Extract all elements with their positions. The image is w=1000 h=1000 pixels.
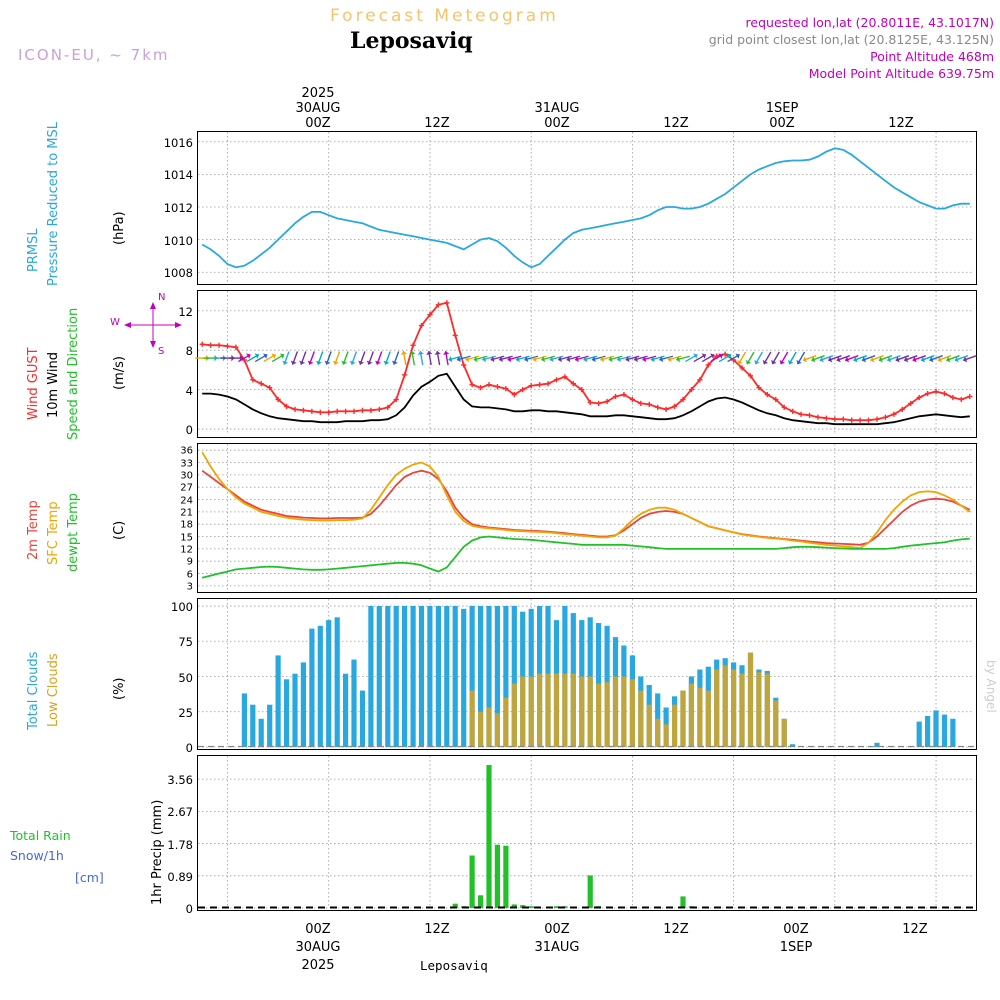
label-dewpt-temp: dewpt Temp <box>66 492 81 572</box>
label-cm-unit: [cm] <box>75 870 104 885</box>
y-tick-label: 75 <box>178 635 193 650</box>
y-tick-label: 1016 <box>163 135 193 150</box>
label-total-rain: Total Rain <box>10 828 71 843</box>
credit-label: by Angel <box>984 660 998 713</box>
label-wind-gust: Wind GUST <box>26 347 41 420</box>
time-axis-label: 12Z <box>424 116 450 131</box>
wind-direction-compass <box>110 292 196 358</box>
requested-coords: requested lon,lat (20.8011E, 43.1017N) <box>745 15 994 30</box>
y-tick-label: 0 <box>185 741 193 755</box>
time-axis-label: 12Z <box>663 116 689 131</box>
y-tick-label: 1008 <box>163 266 193 281</box>
label-prmsl: PRMSL <box>26 228 41 272</box>
time-axis-label: 31AUG <box>534 940 580 955</box>
y-tick-label: 3.56 <box>167 773 193 788</box>
y-tick-label: 25 <box>178 705 193 720</box>
unit-temp: (C) <box>112 520 127 540</box>
unit-precip: 1hr Precip (mm) <box>150 799 165 905</box>
yaxis-clouds <box>140 598 193 755</box>
yaxis-precip <box>140 755 193 916</box>
y-tick-label: 12 <box>178 304 193 319</box>
y-tick-label: 21 <box>180 507 193 519</box>
label-snow: Snow/1h <box>10 848 64 863</box>
unit-wind: (m/s) <box>112 356 127 390</box>
y-tick-label: 1014 <box>163 168 193 183</box>
y-tick-label: 8 <box>185 344 193 359</box>
model-point-altitude: Model Point Altitude 639.75m <box>808 66 994 81</box>
label-sfc-temp: SFC Temp <box>46 501 61 565</box>
time-axis-label: 00Z <box>305 116 331 131</box>
location-info <box>709 14 994 82</box>
y-tick-label: 27 <box>180 482 193 494</box>
time-axis-label: 2025 <box>301 958 335 973</box>
yaxis-pressure <box>140 131 193 285</box>
y-tick-label: 100 <box>171 600 193 615</box>
y-tick-label: 0 <box>185 423 193 438</box>
forecast-title: Forecast Meteogram <box>330 6 559 26</box>
y-tick-label: 0.89 <box>167 869 193 884</box>
time-axis-label: 12Z <box>902 922 928 937</box>
y-tick-label: 3 <box>186 581 193 593</box>
panel-clouds <box>197 598 977 750</box>
label-speed-direction: Speed and Direction <box>66 307 81 440</box>
time-axis-label: 2025 <box>301 86 335 101</box>
point-altitude: Point Altitude 468m <box>870 49 994 64</box>
page-title: Leposaviq <box>350 28 473 54</box>
y-tick-label: 50 <box>178 670 193 685</box>
label-low-clouds: Low Clouds <box>46 653 61 727</box>
time-axis-label: 00Z <box>544 116 570 131</box>
time-axis-label: 00Z <box>544 922 570 937</box>
time-axis-label: 1SEP <box>779 940 813 955</box>
compass-n-label: N <box>158 292 166 303</box>
label-total-clouds: Total Clouds <box>26 651 41 730</box>
y-tick-label: 0 <box>185 902 193 916</box>
yaxis-temperature <box>140 443 193 593</box>
time-axis-label: 30AUG <box>295 940 341 955</box>
time-axis-label: 00Z <box>783 922 809 937</box>
label-2m-temp: 2m Temp <box>26 500 41 560</box>
y-tick-label: 9 <box>186 556 193 568</box>
model-name: ICON-EU, ~ 7km <box>18 46 170 64</box>
y-tick-label: 6 <box>186 569 193 581</box>
time-axis-label: 12Z <box>663 922 689 937</box>
time-axis-label: 00Z <box>305 922 331 937</box>
time-axis-label: 00Z <box>769 116 795 131</box>
y-tick-label: 18 <box>180 519 193 531</box>
time-axis-label: 12Z <box>888 116 914 131</box>
y-tick-label: 36 <box>180 445 193 457</box>
y-tick-label: 4 <box>185 383 193 398</box>
time-axis-label: 30AUG <box>295 101 341 116</box>
unit-pressure: (hPa) <box>112 211 127 245</box>
y-tick-label: 24 <box>180 495 193 507</box>
unit-clouds: (%) <box>112 677 127 700</box>
compass-w-label: W <box>110 317 120 328</box>
y-tick-label: 1.78 <box>167 837 193 852</box>
y-tick-label: 33 <box>180 458 193 469</box>
y-tick-label: 12 <box>180 544 193 556</box>
y-tick-label: 1012 <box>163 201 193 215</box>
time-axis-label: 12Z <box>424 922 450 937</box>
panel-pressure <box>197 131 977 285</box>
panel-wind <box>197 290 977 438</box>
time-axis-label: 1SEP <box>765 101 799 116</box>
y-tick-label: 30 <box>180 470 193 482</box>
y-tick-label: 1010 <box>163 233 193 248</box>
compass-s-label: S <box>158 346 165 357</box>
y-tick-label: 2.67 <box>167 805 193 820</box>
panel-precip <box>197 755 977 911</box>
panel-temperature <box>197 443 977 593</box>
time-axis-label: 31AUG <box>534 101 580 116</box>
label-10m-wind: 10m Wind <box>46 351 61 418</box>
gridpoint-coords: grid point closest lon,lat (20.8125E, 43.125N) <box>708 32 994 47</box>
footer-place-label: Leposaviq <box>420 958 488 973</box>
label-pressure-msl: Pressure Reduced to MSL <box>46 121 61 286</box>
y-tick-label: 15 <box>180 532 193 544</box>
